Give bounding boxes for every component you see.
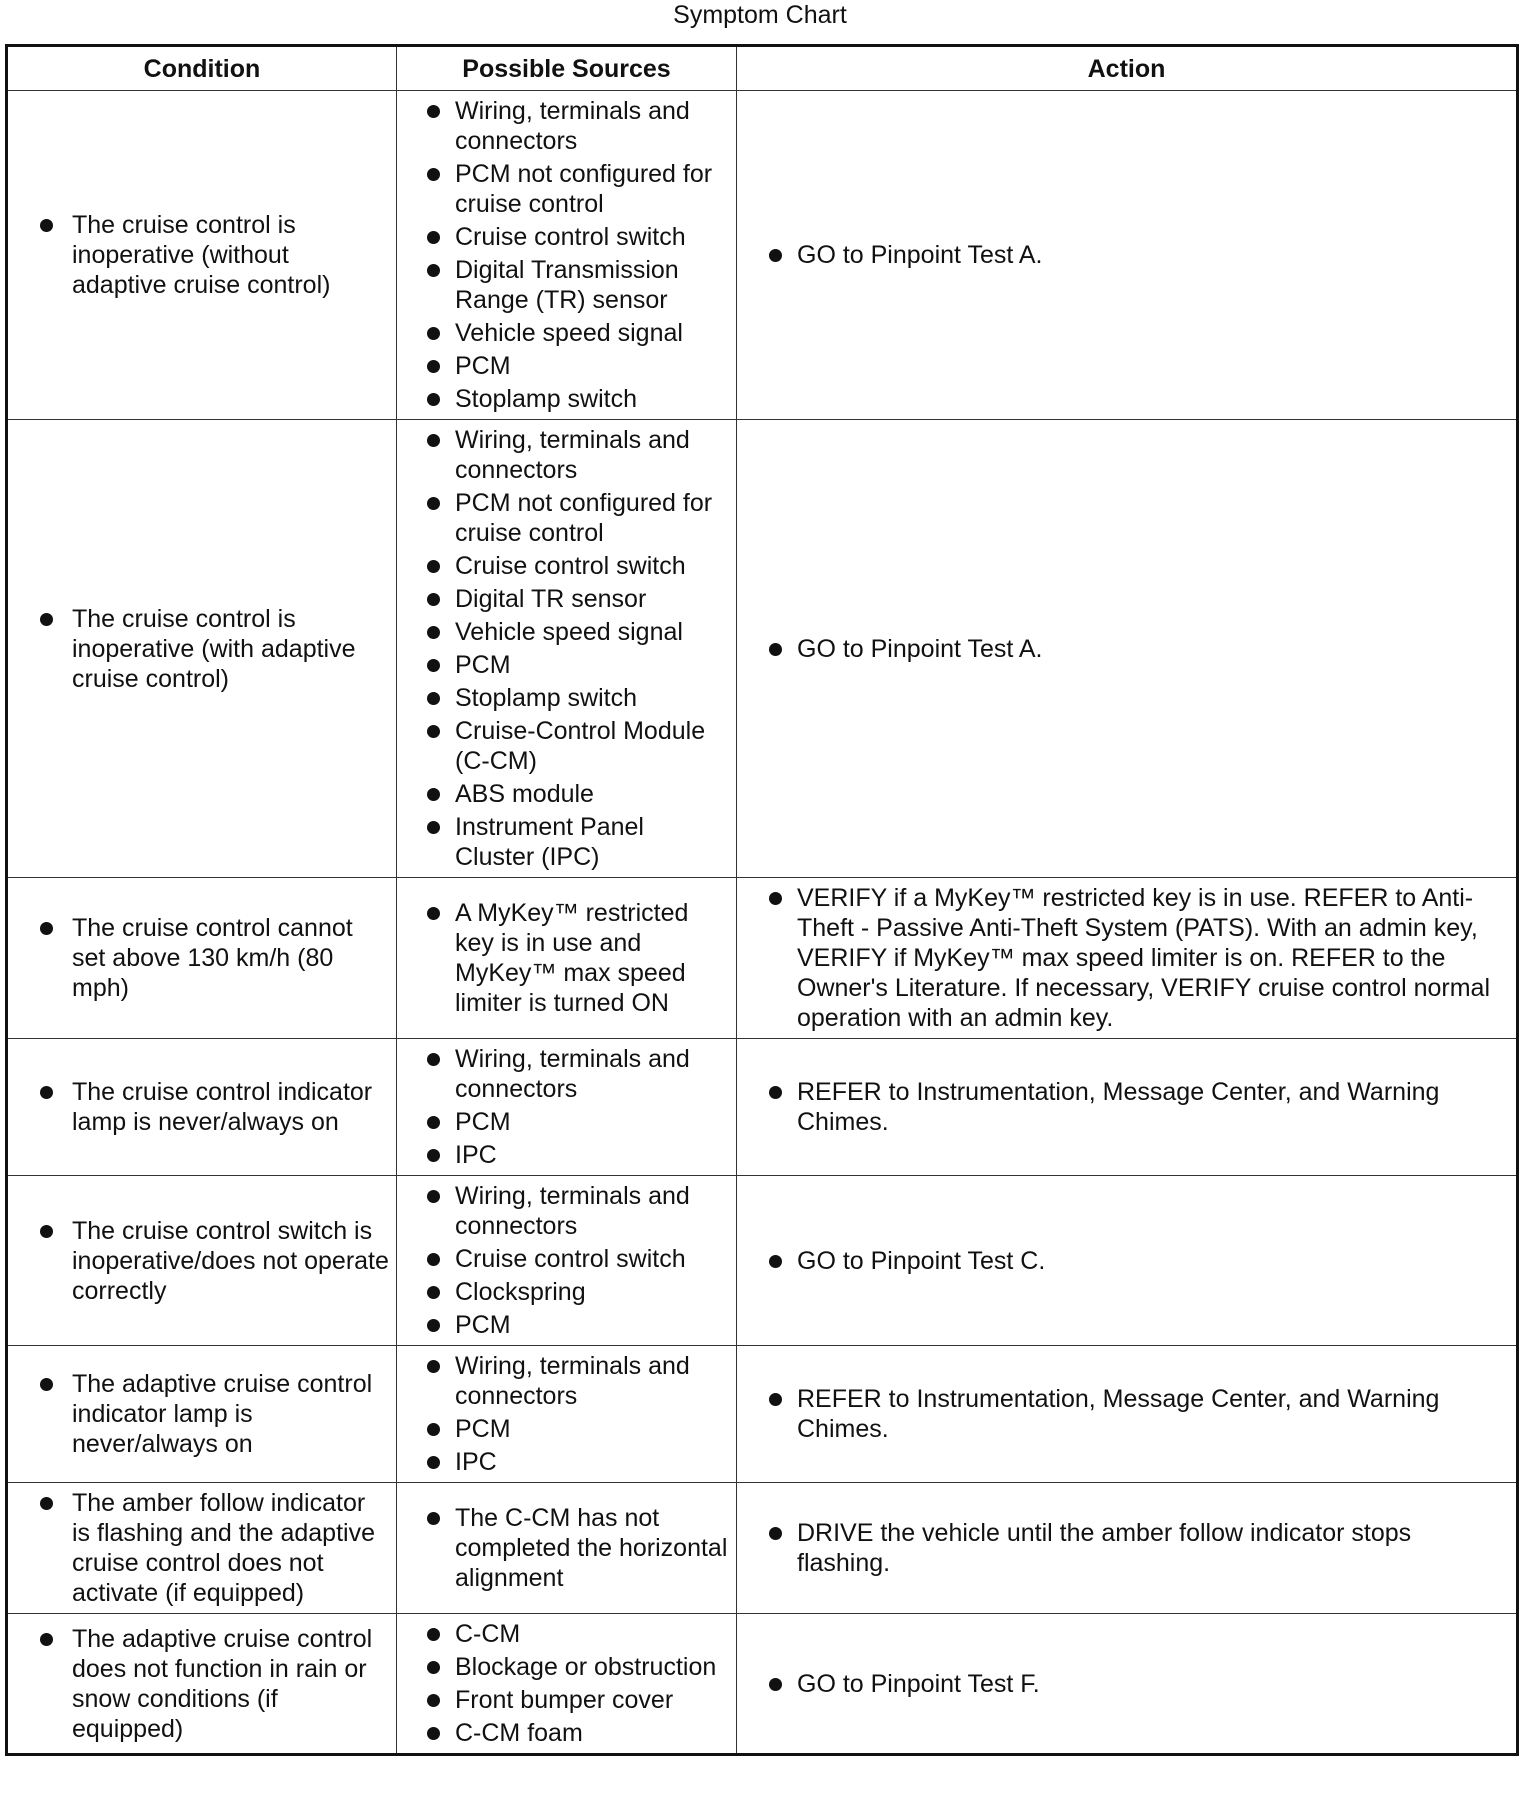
source-item: IPC	[403, 1140, 730, 1170]
source-item: Wiring, terminals and connectors	[403, 425, 730, 485]
sources-list	[403, 1044, 730, 1170]
action-cell	[737, 1346, 1518, 1483]
source-item: PCM	[403, 1107, 730, 1137]
condition-text: The adaptive cruise control indicator lamp is never/always on	[14, 1369, 390, 1459]
action-text: VERIFY if a MyKey™ restricted key is in use. REFER to Anti-Theft - Passive Anti-Theft System (PATS). With an admin key, VERIFY if MyKey™ max speed limiter is on. REFER to the Owner's Literature. If necessary, VERIFY cruise control normal operation with an admin key.	[743, 883, 1510, 1033]
source-item: Vehicle speed signal	[403, 318, 730, 348]
sources-cell	[397, 1483, 737, 1614]
sources-list	[403, 898, 730, 1018]
source-item: A MyKey™ restricted key is in use and MyKey™ max speed limiter is turned ON	[403, 898, 730, 1018]
source-item: Clockspring	[403, 1277, 730, 1307]
sources-list	[403, 425, 730, 872]
sources-cell	[397, 91, 737, 420]
action-cell	[737, 1483, 1518, 1614]
sources-cell	[397, 1039, 737, 1176]
condition-cell	[7, 1614, 397, 1755]
table-row	[7, 878, 1518, 1039]
condition-text: The amber follow indicator is flashing and the adaptive cruise control does not activate (if equipped)	[14, 1488, 390, 1608]
header-row	[7, 46, 1518, 91]
sources-cell	[397, 1346, 737, 1483]
source-item: Cruise control switch	[403, 551, 730, 581]
table-body	[7, 91, 1518, 1755]
action-cell	[737, 420, 1518, 878]
condition-text: The adaptive cruise control does not function in rain or snow conditions (if equipped)	[14, 1624, 390, 1744]
source-item: PCM	[403, 650, 730, 680]
source-item: C-CM foam	[403, 1718, 730, 1748]
condition-cell	[7, 420, 397, 878]
source-item: C-CM	[403, 1619, 730, 1649]
source-item: PCM	[403, 351, 730, 381]
table-row	[7, 1176, 1518, 1346]
action-text: REFER to Instrumentation, Message Center, and Warning Chimes.	[743, 1077, 1510, 1137]
sources-list	[403, 1351, 730, 1477]
action-text: DRIVE the vehicle until the amber follow indicator stops flashing.	[743, 1518, 1510, 1578]
header-condition: Condition	[7, 46, 397, 91]
condition-text: The cruise control switch is inoperative/does not operate correctly	[14, 1216, 390, 1306]
header-action: Action	[737, 46, 1518, 91]
sources-list	[403, 96, 730, 414]
sources-cell	[397, 878, 737, 1039]
table-row	[7, 1346, 1518, 1483]
condition-cell	[7, 1039, 397, 1176]
source-item: Stoplamp switch	[403, 384, 730, 414]
source-item: PCM	[403, 1310, 730, 1340]
sources-list	[403, 1503, 730, 1593]
action-cell	[737, 1614, 1518, 1755]
sources-cell	[397, 1614, 737, 1755]
action-cell	[737, 878, 1518, 1039]
source-item: PCM	[403, 1414, 730, 1444]
source-item: Wiring, terminals and connectors	[403, 1044, 730, 1104]
condition-cell	[7, 878, 397, 1039]
source-item: Instrument Panel Cluster (IPC)	[403, 812, 730, 872]
source-item: Wiring, terminals and connectors	[403, 1351, 730, 1411]
source-item: Wiring, terminals and connectors	[403, 96, 730, 156]
source-item: Wiring, terminals and connectors	[403, 1181, 730, 1241]
table-row	[7, 1483, 1518, 1614]
action-cell	[737, 91, 1518, 420]
sources-list	[403, 1619, 730, 1748]
sources-cell	[397, 1176, 737, 1346]
source-item: Digital TR sensor	[403, 584, 730, 614]
table-row	[7, 1614, 1518, 1755]
source-item: PCM not configured for cruise control	[403, 488, 730, 548]
condition-text: The cruise control cannot set above 130 km/h (80 mph)	[14, 913, 390, 1003]
table-row	[7, 420, 1518, 878]
source-item: PCM not configured for cruise control	[403, 159, 730, 219]
source-item: Digital Transmission Range (TR) sensor	[403, 255, 730, 315]
action-cell	[737, 1039, 1518, 1176]
symptom-table	[5, 44, 1519, 1756]
source-item: IPC	[403, 1447, 730, 1477]
sources-list	[403, 1181, 730, 1340]
condition-cell	[7, 1346, 397, 1483]
action-text: GO to Pinpoint Test A.	[743, 240, 1510, 270]
action-text: GO to Pinpoint Test A.	[743, 634, 1510, 664]
header-possible-sources: Possible Sources	[397, 46, 737, 91]
action-text: REFER to Instrumentation, Message Center, and Warning Chimes.	[743, 1384, 1510, 1444]
source-item: Cruise control switch	[403, 222, 730, 252]
chart-title: Symptom Chart	[673, 1, 847, 29]
condition-text: The cruise control is inoperative (without adaptive cruise control)	[14, 210, 390, 300]
condition-cell	[7, 1176, 397, 1346]
action-cell	[737, 1176, 1518, 1346]
source-item: Stoplamp switch	[403, 683, 730, 713]
table-row	[7, 91, 1518, 420]
sources-cell	[397, 420, 737, 878]
condition-text: The cruise control indicator lamp is never/always on	[14, 1077, 390, 1137]
action-text: GO to Pinpoint Test F.	[743, 1669, 1510, 1699]
condition-cell	[7, 91, 397, 420]
source-item: Front bumper cover	[403, 1685, 730, 1715]
source-item: Cruise control switch	[403, 1244, 730, 1274]
condition-cell	[7, 1483, 397, 1614]
action-text: GO to Pinpoint Test C.	[743, 1246, 1510, 1276]
table-row	[7, 1039, 1518, 1176]
source-item: The C-CM has not completed the horizontal alignment	[403, 1503, 730, 1593]
source-item: Vehicle speed signal	[403, 617, 730, 647]
condition-text: The cruise control is inoperative (with adaptive cruise control)	[14, 604, 390, 694]
source-item: ABS module	[403, 779, 730, 809]
source-item: Blockage or obstruction	[403, 1652, 730, 1682]
source-item: Cruise-Control Module (C-CM)	[403, 716, 730, 776]
